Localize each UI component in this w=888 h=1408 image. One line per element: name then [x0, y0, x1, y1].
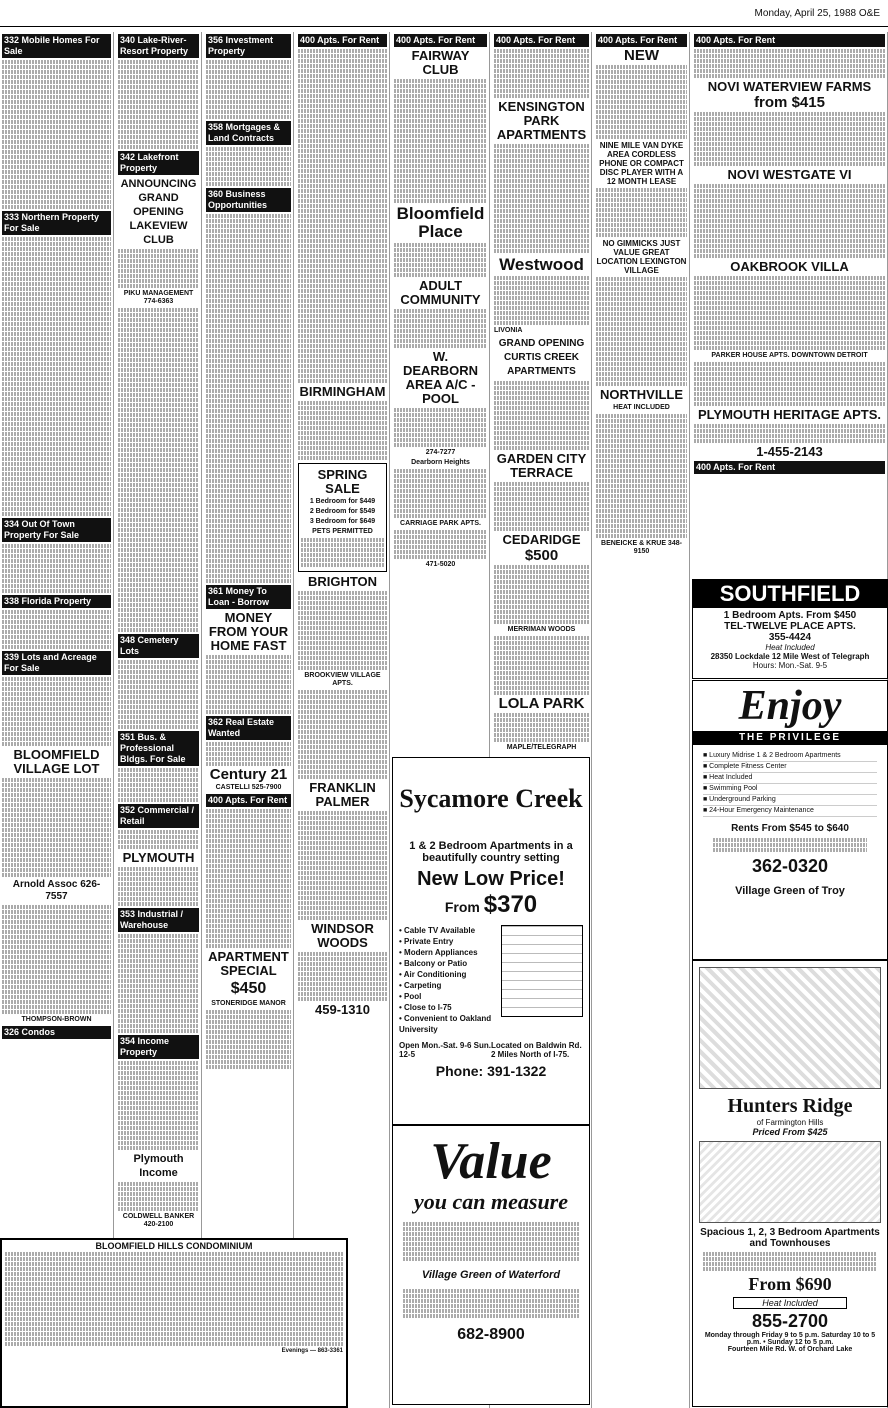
sycamore-location: Located on Baldwin Rd. 2 Miles North of I-75.	[491, 1041, 582, 1059]
section-362: 362 Real Estate Wanted	[206, 716, 291, 740]
hunters-spacious: Spacious 1, 2, 3 Bedroom Apartments and Townhouses	[700, 1227, 880, 1249]
sycamore-feature-item: • Cable TV Available	[399, 926, 476, 935]
westwood: Westwood	[499, 255, 584, 274]
hunters-hours: Monday through Friday 9 to 5 p.m. Saturday 10 to 5 p.m. • Sunday 12 to 5 p.m.	[704, 1332, 876, 1346]
listing-text	[298, 591, 387, 670]
sycamore-phone: Phone: 391-1322	[435, 1063, 547, 1079]
enjoy-feature-item: ■ Heat Included	[703, 773, 877, 784]
listing-text	[118, 308, 199, 632]
plymouth-income: Plymouth Income	[133, 1153, 184, 1179]
section-333: 333 Northern Property For Sale	[2, 211, 111, 235]
announcing-lakeview: ANNOUNCING GRAND OPENING LAKEVIEW CLUB	[120, 178, 197, 246]
sycamore-logo	[399, 764, 583, 834]
listing-text	[494, 713, 589, 742]
listing-text	[206, 1010, 291, 1069]
merriman-woods: MERRIMAN WOODS	[507, 626, 576, 633]
plymouth-heritage: PLYMOUTH HERITAGE APTS.	[698, 407, 881, 422]
bloomfield-place: Bloomfield Place	[396, 204, 485, 241]
piku-management: PIKU MANAGEMENT 774-6363	[123, 290, 194, 305]
listing-text	[494, 636, 589, 695]
carriage-park: CARRIAGE PARK APTS.	[400, 520, 481, 527]
listing-text	[403, 1289, 579, 1318]
listing-text	[694, 49, 885, 78]
listing-text	[494, 276, 589, 325]
listing-text	[494, 482, 589, 531]
arnold-assoc: Arnold Assoc 626-7557	[12, 879, 101, 902]
windsor-woods: WINDSOR WOODS	[311, 921, 374, 950]
listing-text	[118, 60, 199, 149]
section-353: 353 Industrial / Warehouse	[118, 908, 199, 932]
oakbrook-villa: OAKBROOK VILLA	[730, 259, 849, 274]
sycamore-feature-item: • Balcony or Patio	[399, 959, 468, 968]
section-326: 326 Condos	[2, 1026, 111, 1039]
listing-text	[494, 381, 589, 450]
hunters-phone: 855-2700	[751, 1311, 829, 1331]
hunters-title: Hunters Ridge	[727, 1095, 853, 1117]
heat-included: HEAT INCLUDED	[613, 404, 670, 411]
section-400-col4: 400 Apts. For Rent	[298, 34, 387, 47]
listing-text	[206, 214, 291, 583]
sycamore-hours: Open Mon.-Sat. 9-6 Sun. 12-5	[399, 1041, 492, 1059]
kensington-park: KENSINGTON PARK APARTMENTS	[496, 99, 587, 142]
sycamore-subtitle: 1 & 2 Bedroom Apartments in a beautifully country setting	[409, 840, 573, 864]
spring-sale-ad	[298, 463, 387, 572]
birmingham-heading: BIRMINGHAM	[299, 384, 386, 399]
section-400-col3: 400 Apts. For Rent	[206, 794, 291, 807]
section-340: 340 Lake-River-Resort Property	[118, 34, 199, 58]
listing-text	[694, 276, 885, 350]
tel-471-5020: 471-5020	[425, 561, 456, 568]
value-subtitle: you can measure	[414, 1189, 568, 1214]
sycamore-feature-item: • Carpeting	[399, 981, 442, 990]
listing-text	[2, 544, 111, 593]
section-332: 332 Mobile Homes For Sale	[2, 34, 111, 58]
listing-text	[596, 188, 687, 237]
thompson-brown: THOMPSON-BROWN	[21, 1016, 92, 1023]
listing-text	[298, 690, 387, 779]
sycamore-feature-item: • Pool	[399, 992, 422, 1001]
section-361: 361 Money To Loan - Borrow	[206, 585, 291, 609]
lexington-village: NO GIMMICKS JUST VALUE GREAT LOCATION LEXINGTON VILLAGE	[596, 239, 687, 275]
novi-price: from $415	[754, 94, 825, 111]
section-338: 338 Florida Property	[2, 595, 111, 608]
listing-text	[118, 934, 199, 1033]
listing-text	[394, 79, 487, 203]
listing-text	[596, 277, 687, 386]
enjoy-title: Enjoy	[738, 683, 842, 729]
listing-text	[118, 660, 199, 729]
sycamore-map	[501, 925, 583, 1017]
southfield-hours: Hours: Mon.-Sat. 9-5	[752, 661, 828, 670]
southfield-address: 28350 Lockdale 12 Mile West of Telegraph	[710, 652, 870, 661]
section-400-col5: 400 Apts. For Rent	[394, 34, 487, 47]
plymouth-phone: 1-455-2143	[756, 444, 823, 459]
listing-text	[703, 1252, 877, 1271]
bloomfield-village-lot: BLOOMFIELD VILLAGE LOT	[13, 747, 100, 776]
listing-text	[206, 742, 291, 766]
building-illustration	[699, 967, 881, 1089]
apartment-special: APARTMENT SPECIAL	[208, 949, 289, 978]
brighton-heading: BRIGHTON	[307, 574, 378, 589]
section-356: 356 Investment Property	[206, 34, 291, 58]
century-21: Century 21	[209, 766, 288, 783]
bloomfield-hills-condo-ad	[0, 1238, 348, 1408]
hunters-from: From	[748, 1274, 792, 1294]
money-from-home: MONEY FROM YOUR HOME FAST	[208, 610, 289, 653]
sycamore-creek-ad	[392, 757, 590, 1125]
sycamore-feature-item: • Modern Appliances	[399, 948, 478, 957]
listing-text	[301, 538, 384, 567]
coldwell-banker: COLDWELL BANKER 420-2100	[122, 1213, 195, 1228]
listing-text	[118, 768, 199, 802]
sycamore-features	[399, 925, 501, 1035]
enjoy-rents: Rents From $545 to $640	[731, 823, 849, 834]
listing-text	[494, 49, 589, 98]
new-heading: NEW	[624, 47, 659, 64]
southfield-phone: 355-4424	[768, 632, 812, 643]
w-dearborn: W. DEARBORN AREA A/C - POOL	[402, 349, 479, 406]
windsor-phone: 459-1310	[315, 1002, 370, 1017]
bedroom-2-price: 2 Bedroom for $549	[309, 508, 376, 515]
column-2	[116, 32, 202, 1408]
listing-text	[2, 610, 111, 649]
maple-telegraph: MAPLE/TELEGRAPH	[506, 744, 577, 751]
brookview-village: BROOKVIEW VILLAGE APTS.	[304, 672, 381, 687]
listing-text	[403, 1222, 579, 1261]
novi-waterview: NOVI WATERVIEW FARMS	[707, 79, 872, 94]
hunters-heat: Heat Included	[733, 1297, 847, 1309]
price-500: $500	[524, 547, 559, 564]
village-green-waterford: Village Green of Waterford	[421, 1269, 561, 1281]
listing-text	[394, 469, 487, 518]
plymouth-heading: PLYMOUTH	[122, 850, 195, 865]
bedroom-1-price: 1 Bedroom for $449	[309, 498, 376, 505]
column-3	[204, 32, 294, 1408]
listing-text	[298, 401, 387, 460]
listing-text	[118, 249, 199, 288]
enjoy-subtitle: THE PRIVILEGE	[693, 731, 887, 745]
sycamore-new-low-price: New Low Price!	[417, 868, 565, 890]
enjoy-feature-item: ■ 24-Hour Emergency Maintenance	[703, 806, 877, 817]
listing-text	[2, 778, 111, 877]
sycamore-feature-item: • Private Entry	[399, 937, 454, 946]
tel-twelve-place: TEL-TWELVE PLACE APTS.	[724, 621, 856, 632]
column-7	[594, 32, 690, 1408]
sycamore-title: Sycamore Creek	[399, 784, 583, 813]
hunters-priced-from: Priced From $425	[752, 1127, 828, 1137]
section-358: 358 Mortgages & Land Contracts	[206, 121, 291, 145]
beneicke-krue: BENEICKE & KRUE 348-9150	[601, 540, 682, 555]
enjoy-features-list	[703, 751, 877, 817]
adult-community: ADULT COMMUNITY	[400, 278, 481, 307]
fairway-club: FAIRWAY CLUB	[411, 48, 470, 77]
listing-text	[2, 60, 111, 209]
value-title: Value	[430, 1133, 552, 1190]
column-4	[296, 32, 390, 1408]
castelli: CASTELLI 525-7900	[215, 784, 282, 791]
listing-text	[118, 867, 199, 906]
header-date: Monday, April 25, 1988 O&E	[754, 8, 880, 19]
cedaridge: CEDARIDGE	[502, 532, 581, 547]
listing-text	[118, 830, 199, 849]
curtis-creek: GRAND OPENING CURTIS CREEK APARTMENTS	[498, 338, 585, 377]
southfield-heat: Heat Included	[765, 643, 815, 652]
sycamore-feature-item: • Air Conditioning	[399, 970, 467, 979]
sycamore-price: $370	[483, 891, 538, 918]
listing-text	[118, 1061, 199, 1150]
enjoy-feature-item: ■ Complete Fitness Center	[703, 762, 877, 773]
enjoy-feature-item: ■ Luxury Midrise 1 & 2 Bedroom Apartments	[703, 751, 877, 762]
northville: NORTHVILLE	[599, 387, 684, 402]
section-342: 342 Lakefront Property	[118, 151, 199, 175]
listing-text	[596, 414, 687, 538]
listing-text	[5, 1252, 343, 1346]
listing-text	[694, 424, 885, 443]
listing-text	[298, 811, 387, 920]
tel-274-7277: 274-7277	[425, 449, 456, 456]
hunters-address: Fourteen Mile Rd. W. of Orchard Lake	[727, 1346, 853, 1353]
listing-text	[118, 1182, 199, 1211]
enjoy-feature-item: ■ Swimming Pool	[703, 784, 877, 795]
section-400-col6: 400 Apts. For Rent	[494, 34, 589, 47]
bedroom-3-price: 3 Bedroom for $649	[309, 518, 376, 525]
listing-text	[206, 809, 291, 948]
section-348: 348 Cemetery Lots	[118, 634, 199, 658]
sycamore-from: From	[444, 899, 480, 915]
nine-mile-van-dyke: NINE MILE VAN DYKE AREA CORDLESS PHONE OR COMPACT DISC PLAYER WITH A 12 MONTH LEASE	[599, 141, 684, 186]
section-354: 354 Income Property	[118, 1035, 199, 1059]
page-header	[0, 0, 888, 27]
enjoy-phone: 362-0320	[751, 856, 829, 876]
section-334: 334 Out Of Town Property For Sale	[2, 518, 111, 542]
novi-westgate: NOVI WESTGATE VI	[727, 167, 852, 182]
pets-permitted: PETS PERMITTED	[312, 528, 373, 535]
southfield-price: $450	[833, 610, 857, 621]
listing-text	[596, 65, 687, 139]
section-400-col8b: 400 Apts. For Rent	[694, 461, 885, 474]
dearborn-heights: Dearborn Heights	[411, 459, 470, 466]
listing-text	[694, 184, 885, 258]
spring-sale: SPRING SALE	[317, 467, 368, 496]
village-green-troy: Village Green of Troy	[735, 885, 845, 897]
listing-text	[206, 655, 291, 714]
southfield-ad	[692, 579, 888, 679]
listing-text	[694, 112, 885, 166]
interior-illustration	[699, 1141, 881, 1223]
value-ad	[392, 1125, 590, 1405]
section-339: 339 Lots and Acreage For Sale	[2, 651, 111, 675]
listing-text	[494, 565, 589, 624]
listing-text	[394, 309, 487, 348]
section-400-col7: 400 Apts. For Rent	[596, 34, 687, 47]
sycamore-feature-item: • Convenient to Oakland University	[399, 1014, 492, 1034]
southfield-title: SOUTHFIELD	[693, 580, 887, 608]
section-351: 351 Bus. & Professional Bldgs. For Sale	[118, 731, 199, 766]
hunters-price: $690	[795, 1274, 832, 1294]
stoneridge-manor: STONERIDGE MANOR	[211, 1000, 286, 1007]
enjoy-feature-item: ■ Underground Parking	[703, 795, 877, 806]
value-phone: 682-8900	[457, 1326, 525, 1343]
garden-city-terrace: GARDEN CITY TERRACE	[496, 451, 587, 480]
franklin-palmer: FRANKLIN PALMER	[309, 780, 376, 809]
listing-text	[2, 677, 111, 746]
listing-text	[298, 49, 387, 383]
listing-text	[394, 243, 487, 277]
listing-text	[206, 147, 291, 186]
listing-text	[2, 237, 111, 516]
livonia-heading: LIVONIA	[494, 327, 523, 334]
listing-text	[206, 60, 291, 119]
listing-text	[394, 408, 487, 447]
condo-title: BLOOMFIELD HILLS CONDOMINIUM	[95, 1241, 253, 1251]
parker-house: PARKER HOUSE APTS. DOWNTOWN DETROIT	[711, 352, 868, 359]
condo-phone: Evenings — 863-3361	[281, 1348, 343, 1354]
lola-park: LOLA PARK	[498, 695, 585, 712]
sycamore-feature-item: • Close to I-75	[399, 1003, 452, 1012]
listing-text	[494, 144, 589, 253]
price-450: $450	[230, 980, 267, 997]
listing-text	[694, 362, 885, 406]
hunters-subtitle: of Farmington Hills	[756, 1118, 824, 1127]
section-352: 352 Commercial / Retail	[118, 804, 199, 828]
section-400-col8: 400 Apts. For Rent	[694, 34, 885, 47]
southfield-line1: 1 Bedroom Apts. From	[723, 610, 832, 621]
listing-text	[2, 905, 111, 1014]
listing-text	[713, 838, 867, 852]
listing-text	[394, 530, 487, 559]
section-360: 360 Business Opportunities	[206, 188, 291, 212]
listing-text	[298, 952, 387, 1001]
enjoy-privilege-ad	[692, 680, 888, 960]
column-1	[0, 32, 114, 1408]
hunters-ridge-ad	[692, 960, 888, 1407]
